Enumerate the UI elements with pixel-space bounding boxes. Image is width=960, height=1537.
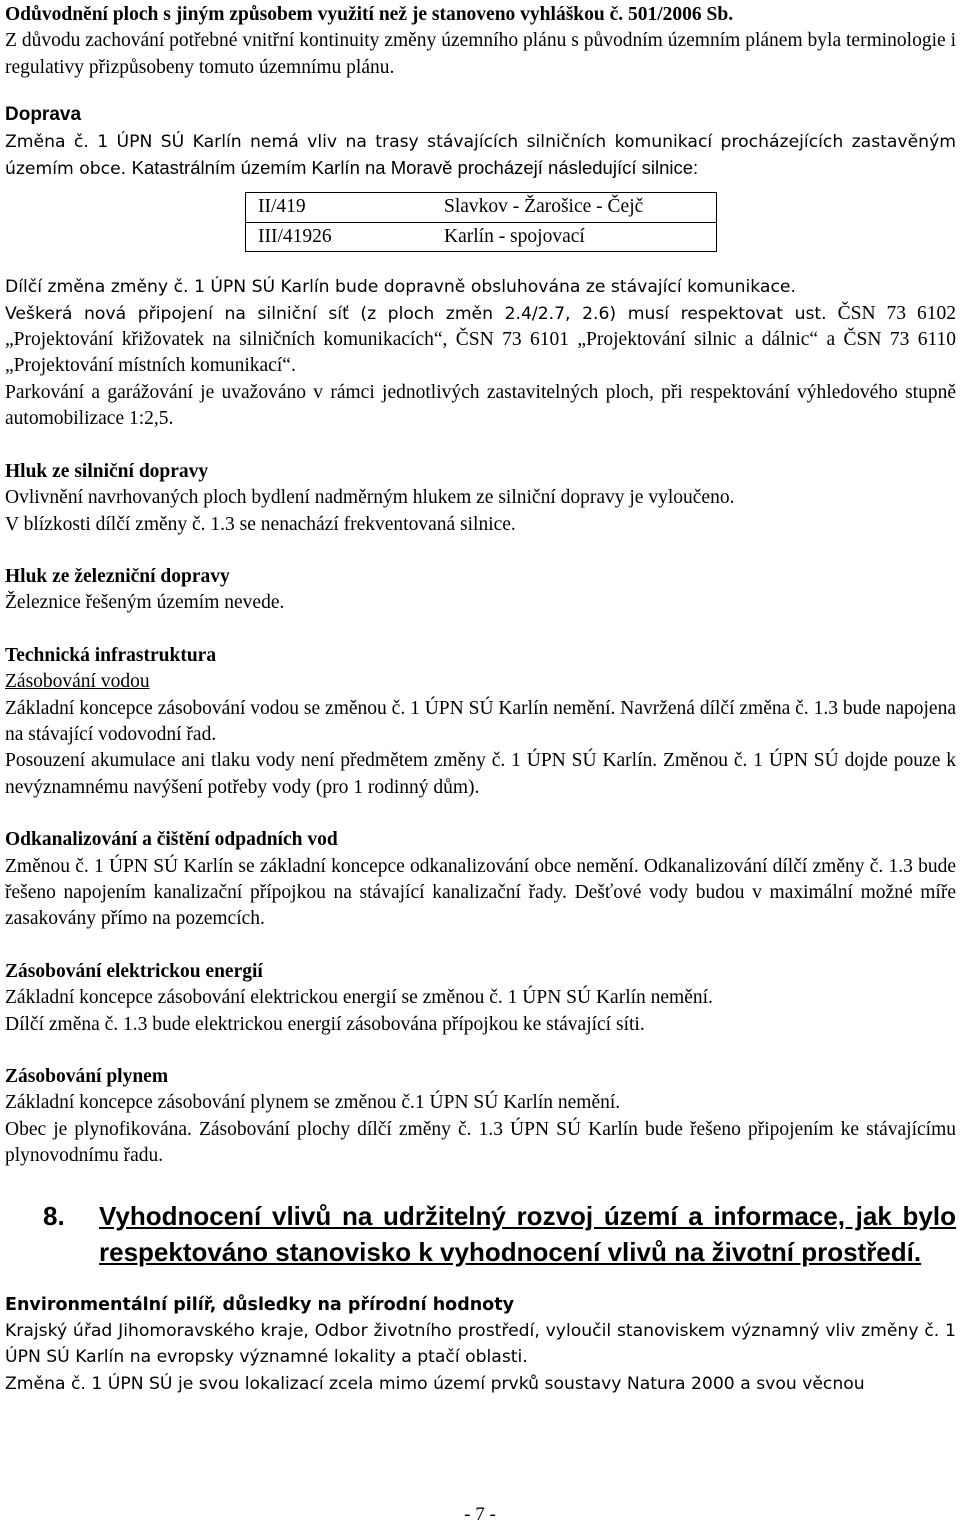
paragraph-elektro-2: Dílčí změna č. 1.3 bude elektrickou energií zásobována přípojkou ke stávající síti.	[5, 1013, 645, 1035]
document-page	[5, 2, 956, 1397]
paragraph-pripojeni: Veškerá nová připojení na silniční síť (z ploch změn 2.4/2.7, 2.6) musí respektovat ust. ČSN 73 6102 „Projektování křižovatek na silničních komunikacích“, ČSN 73 6101 „Projektování silnic a dálnic“ a ČSN 73 6110 „Projektování místních komunikací“.	[5, 302, 957, 377]
paragraph-dilci-zmena-obsluha: Dílčí změna změny č. 1 ÚPN SÚ Karlín bude dopravně obsluhována ze stávající komunikace.	[5, 277, 796, 298]
paragraph-terminologie: Z důvodu zachování potřebné vnitřní kontinuity změny územního plánu s původním územním plánem byla terminologie i regulativy přizpůsobeny tomuto územnímu plánu.	[5, 30, 956, 78]
road-name: Karlín - spojovací	[432, 222, 717, 251]
paragraph-natura: Změna č. 1 ÚPN SÚ je svou lokalizací zcela mimo území prvků soustavy Natura 2000 a svou věcnou	[5, 1373, 865, 1394]
section-heading-odkanalizovani: Odkanalizování a čištění odpadních vod	[5, 829, 338, 851]
paragraph-hluk-silnice-1: Ovlivnění navrhovaných ploch bydlení nadměrným hlukem ze silniční dopravy je vyloučeno.	[5, 487, 735, 509]
section-heading-odlisne-plochy: Odůvodnění ploch s jiným způsobem využití než je stanoveno vyhláškou č. 501/2006 Sb.	[5, 4, 734, 25]
table-row	[246, 193, 717, 222]
chapter-heading	[5, 1198, 956, 1270]
paragraph-doprava-vliv: Změna č. 1 ÚPN SÚ Karlín nemá vliv na trasy stávajících silničních komunikací procházejících zastavěným územím obce. Katastrálním územím Karlín na Moravě procházejí následující silnice:	[5, 131, 956, 180]
paragraph-krajsky-urad: Krajský úřad Jihomoravského kraje, Odbor životního prostředí, vyloučil stanoviskem významný vliv změny č. 1 ÚPN SÚ Karlín na evropsky významné lokality a ptačí oblasti.	[5, 1321, 956, 1368]
chapter-title: Vyhodnocení vlivů na udržitelný rozvoj území a informace, jak bylo respektováno stanovisko k vyhodnocení vlivů na životní prostředí.	[99, 1200, 956, 1267]
paragraph-voda-koncepce: Základní koncepce zásobování vodou se změnou č. 1 ÚPN SÚ Karlín nemění. Navržená dílčí změna č. 1.3 bude napojena na stávající vodovodní řad.	[5, 697, 956, 745]
paragraph-parkovani: Parkování a garážování je uvažováno v rámci jednotlivých zastavitelných ploch, při respektování výhledového stupně automobilizace 1:2,5.	[5, 381, 956, 430]
road-code: III/41926	[246, 222, 433, 251]
paragraph-elektro-1: Základní koncepce zásobování elektrickou energií se změnou č. 1 ÚPN SÚ Karlín nemění.	[5, 987, 713, 1009]
road-code: II/419	[246, 193, 433, 222]
paragraph-plyn-1: Základní koncepce zásobování plynem se změnou č.1 ÚPN SÚ Karlín nemění.	[5, 1092, 621, 1114]
page-number: - 7 -	[464, 1504, 496, 1525]
road-name: Slavkov - Žarošice - Čejč	[432, 193, 717, 222]
section-heading-hluk-silnice: Hluk ze silniční dopravy	[5, 460, 209, 482]
section-heading-environmentalni-pilir: Environmentální pilíř, důsledky na přírodní hodnoty	[5, 1294, 514, 1315]
paragraph-voda-akumulace: Posouzení akumulace ani tlaku vody není předmětem změny č. 1 ÚPN SÚ Karlín. Změnou č. 1 ÚPN SÚ dojde pouze k nevýznamnému navýšení potřeby vody (pro 1 rodinný dům).	[5, 750, 956, 798]
section-heading-doprava: Doprava	[5, 104, 82, 126]
paragraph-hluk-zeleznice: Železnice řešeným územím nevede.	[5, 592, 285, 614]
section-heading-plyn: Zásobování plynem	[5, 1066, 169, 1087]
table-row	[246, 222, 717, 251]
chapter-number: 8.	[43, 1200, 65, 1231]
section-heading-elektro: Zásobování elektrickou energií	[5, 960, 263, 982]
paragraph-odkanalizovani: Změnou č. 1 ÚPN SÚ Karlín se základní koncepce odkanalizování obce nemění. Odkanalizování dílčí změny č. 1.3 bude řešeno napojením kanalizační přípojkou na stávající kanalizační řady. Dešťové vody budou v maximální možné míře zasakovány přímo na pozemcích.	[5, 855, 956, 930]
roads-table	[245, 192, 717, 252]
paragraph-plyn-2: Obec je plynofikována. Zásobování plochy dílčí změny č. 1.3 ÚPN SÚ Karlín bude řešeno připojením ke stávajícímu plynovodnímu řadu.	[5, 1118, 956, 1167]
section-heading-technicka-infrastruktura: Technická infrastruktura	[5, 644, 217, 666]
subheading-zasobovani-vodou: Zásobování vodou	[5, 671, 150, 693]
section-heading-hluk-zeleznice: Hluk ze železniční dopravy	[5, 565, 230, 587]
paragraph-hluk-silnice-2: V blízkosti dílčí změny č. 1.3 se nenachází frekventovaná silnice.	[5, 513, 516, 535]
